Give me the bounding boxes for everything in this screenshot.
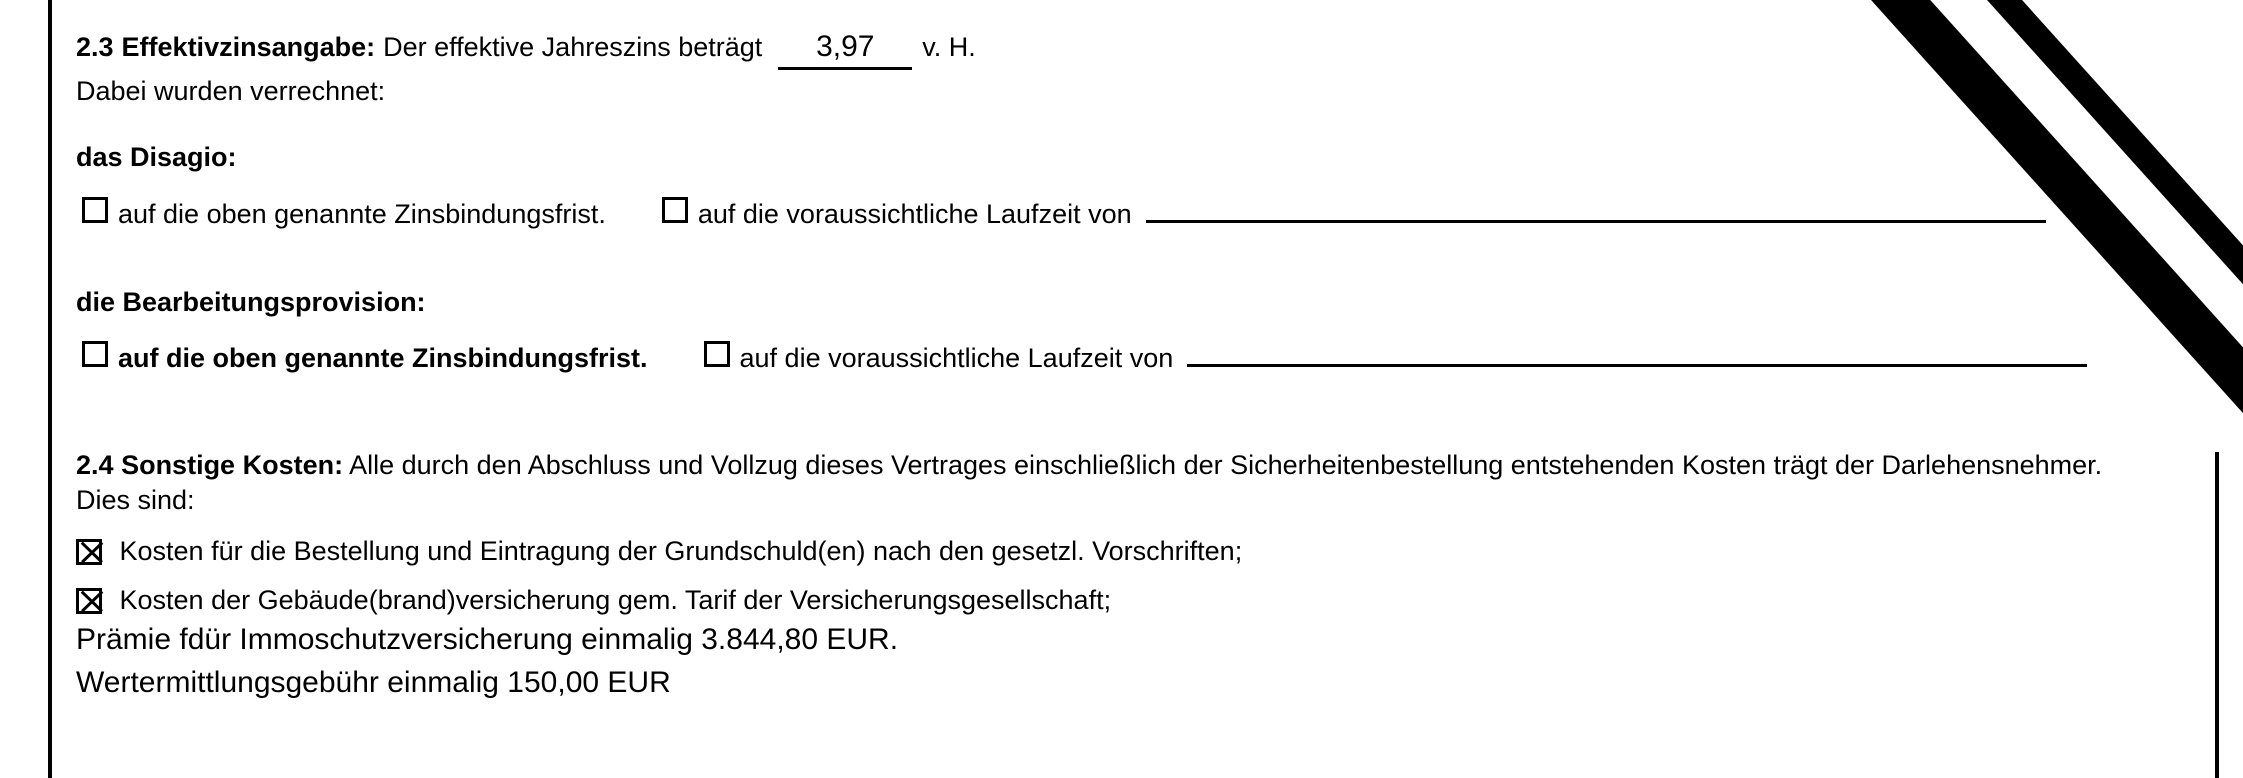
section-2-3-note: Dabei wurden verrechnet: xyxy=(76,76,386,106)
handwritten-line-2: Wertermittlungsgebühr einmalig 150,00 EUR xyxy=(76,666,671,700)
disagio-option-2-checkbox[interactable] xyxy=(662,197,688,223)
section-2-3-text-after: v. H. xyxy=(922,32,976,62)
section-2-3-text-before: Der effektive Jahreszins beträgt xyxy=(383,32,763,62)
disagio-option-1-label: auf die oben genannte Zinsbindungsfrist. xyxy=(118,199,606,229)
cost-item-1 xyxy=(76,536,2146,567)
cost-item-1-checkbox[interactable] xyxy=(76,539,102,565)
bearbeitungsprovision-option-2-field[interactable] xyxy=(1187,340,2087,367)
section-2-4-number: 2.4 xyxy=(76,450,114,480)
disagio-options-row xyxy=(82,196,2046,230)
handwritten-line-1: Prämie fdür Immoschutzversicherung einmalig 3.844,80 EUR. xyxy=(76,623,899,657)
section-2-3-number: 2.3 xyxy=(76,32,114,62)
disagio-heading: das Disagio: xyxy=(76,142,237,172)
bearbeitungsprovision-option-2-label: auf die voraussichtliche Laufzeit von xyxy=(739,343,1174,373)
effective-interest-rate-field[interactable]: 3,97 xyxy=(778,28,912,70)
bearbeitungsprovision-option-2-checkbox[interactable] xyxy=(704,341,730,367)
section-2-4 xyxy=(76,448,2146,702)
disagio-option-2-label: auf die voraussichtliche Laufzeit von xyxy=(697,199,1132,229)
section-2-3-row xyxy=(76,28,976,70)
form-border-right xyxy=(2215,452,2219,778)
cost-item-2-checkbox[interactable] xyxy=(76,588,102,614)
section-2-4-text: Alle durch den Abschluss und Vollzug dieses Vertrages einschließlich der Sicherheitenbestellung entstehenden Kosten trägt der Darlehensnehmer. Dies sind: xyxy=(76,450,2103,516)
bearbeitungsprovision-heading: die Bearbeitungsprovision: xyxy=(76,287,426,317)
bearbeitungsprovision-option-1-label: auf die oben genannte Zinsbindungsfrist. xyxy=(118,343,648,373)
section-2-4-paragraph xyxy=(76,448,2146,518)
section-2-4-heading: Sonstige Kosten: xyxy=(121,450,344,480)
cost-item-1-label: Kosten für die Bestellung und Eintragung der Grundschuld(en) nach den gesetzl. Vorschriften; xyxy=(119,536,1243,567)
bearbeitungsprovision-options-row xyxy=(82,340,2087,374)
disagio-option-1-checkbox[interactable] xyxy=(82,197,108,223)
disagio-option-2-field[interactable] xyxy=(1146,196,2046,223)
form-border-left xyxy=(48,0,52,778)
cost-item-2 xyxy=(76,585,2146,616)
cost-item-2-label: Kosten der Gebäude(brand)versicherung gem. Tarif der Versicherungsgesellschaft; xyxy=(119,585,1112,616)
bearbeitungsprovision-option-1-checkbox[interactable] xyxy=(82,341,108,367)
section-2-3-heading: Effektivzinsangabe: xyxy=(121,32,376,62)
